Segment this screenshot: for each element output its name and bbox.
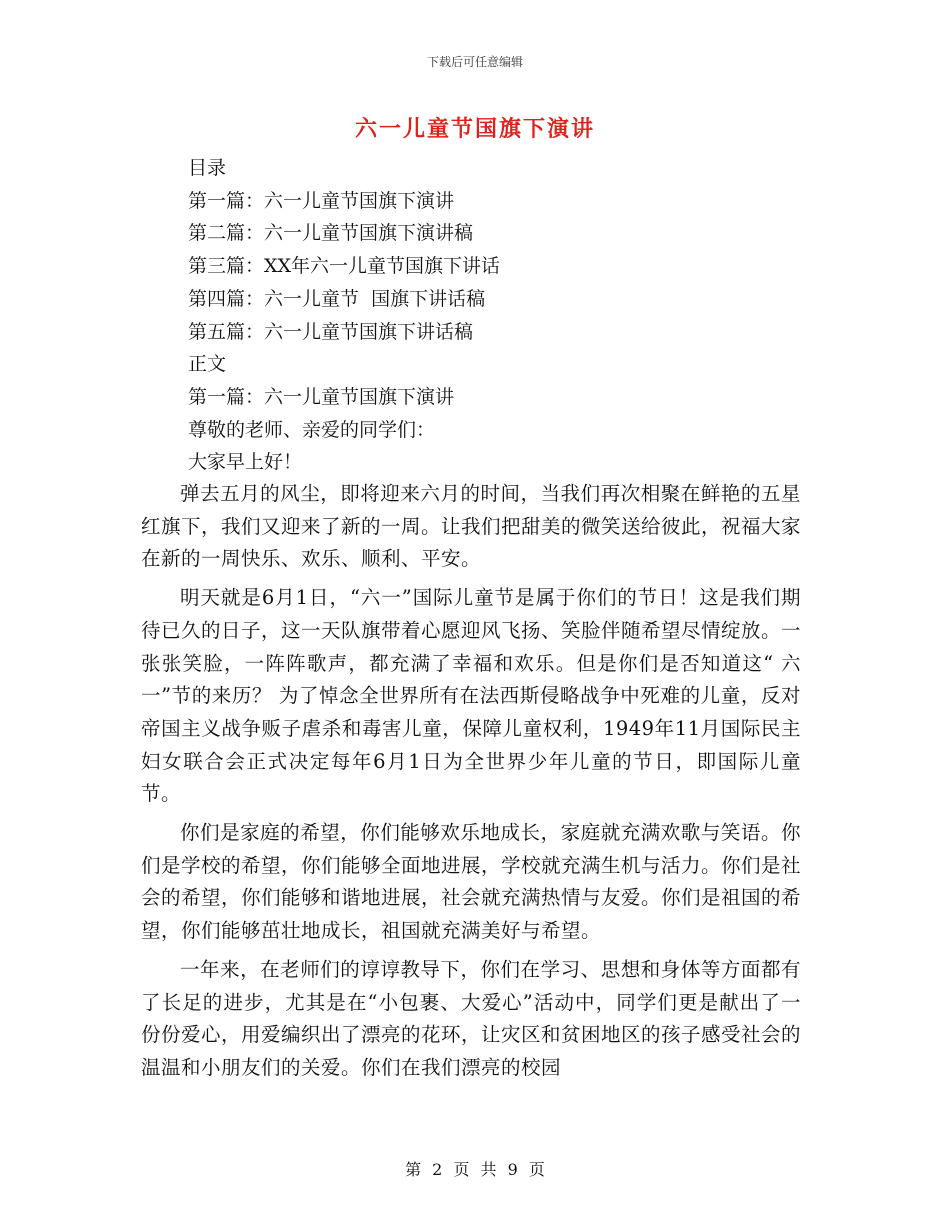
paragraph: 明天就是6月1日，“六一”国际儿童节是属于你们的节日！这是我们期待已久的日子，这一天队旗带着心愿迎风飞扬、笑脸伴随希望尽情绽放。一张张笑脸，一阵阵歌声，都充满了幸福和欢乐。但是你们是否知道这“ 六一”节的来历？ 为了悼念全世界所有在法西斯侵略战争中死难的儿童，反对帝国主义战争贩子虐杀和毒害儿童，保障儿童权利，1949年11月国际民主妇女联合会正式决定每年6月1日为全世界少年儿童的节日，即国际儿童节。 bbox=[141, 586, 802, 806]
paragraph: 弹去五月的风尘，即将迎来六月的时间，当我们再次相聚在鲜艳的五星红旗下，我们又迎来了新的一周。让我们把甜美的微笑送给彼此，祝福大家在新的一周快乐、欢乐、顺利、平安。 bbox=[141, 482, 802, 571]
paragraph: 你们是家庭的希望，你们能够欢乐地成长，家庭就充满欢歌与笑语。你们是学校的希望，你们能够全面地进展，学校就充满生机与活力。你们是社会的希望，你们能够和谐地进展，社会就充满热情与友爱。你们是祖国的希望，你们能够茁壮地成长，祖国就充满美好与希望。 bbox=[141, 821, 802, 943]
chapter-title: 第一篇：六一儿童节国旗下演讲 bbox=[188, 385, 455, 408]
toc-item: 第一篇：六一儿童节国旗下演讲 bbox=[188, 189, 455, 212]
body-text bbox=[141, 478, 801, 1091]
salutation: 尊敬的老师、亲爱的同学们： bbox=[188, 418, 436, 441]
toc-item: 第三篇：XX年六一儿童节国旗下讲话 bbox=[188, 255, 501, 278]
table-of-contents bbox=[188, 152, 500, 479]
toc-heading: 目录 bbox=[188, 157, 227, 179]
greeting: 大家早上好！ bbox=[188, 451, 303, 474]
toc-item: 第五篇：六一儿童节国旗下讲话稿 bbox=[188, 320, 474, 343]
document-title: 六一儿童节国旗下演讲 bbox=[354, 117, 595, 142]
paragraph: 一年来，在老师们的谆谆教导下，你们在学习、思想和身体等方面都有了长足的进步，尤其是在“小包裹、大爱心”活动中，同学们更是献出了一份份爱心，用爱编织出了漂亮的花环，让灾区和贫困地区的孩子感受社会的温温和小朋友们的关爱。你们在我们漂亮的校园 bbox=[141, 957, 802, 1079]
toc-item: 第四篇：六一儿童节 国旗下讲话稿 bbox=[188, 287, 486, 310]
page-footer: 第 2 页 共 9 页 bbox=[405, 1160, 545, 1179]
toc-item: 第二篇：六一儿童节国旗下演讲稿 bbox=[188, 222, 474, 245]
header-note: 下载后可任意编辑 bbox=[426, 55, 523, 69]
section-label: 正文 bbox=[188, 353, 227, 376]
